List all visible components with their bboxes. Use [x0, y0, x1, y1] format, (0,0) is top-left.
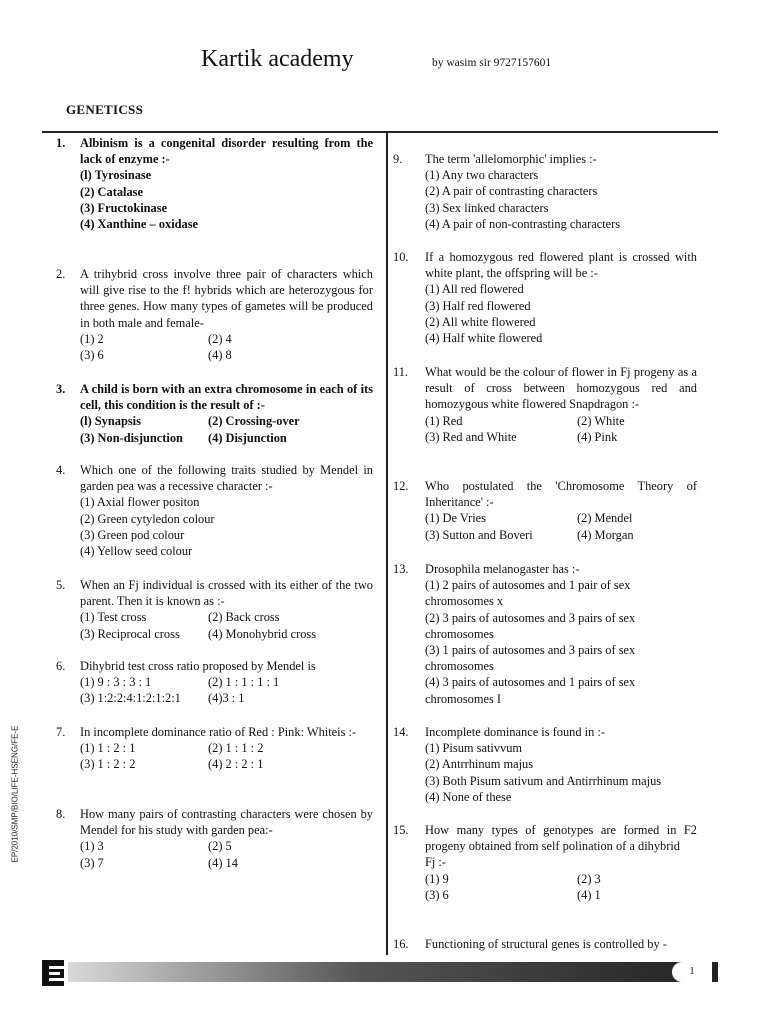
answer-option: (2) Crossing-over	[208, 414, 300, 429]
answer-option: (2) White	[577, 413, 625, 428]
question-body	[80, 658, 373, 707]
question-body	[425, 936, 697, 952]
question-text: How many pairs of contrasting characters were chosen by Mendel for his study with garden pea:-	[80, 807, 373, 838]
option-row	[80, 855, 373, 871]
page-title: Kartik academy	[201, 46, 354, 72]
question-number: 10.	[393, 250, 409, 264]
question-number: 1.	[56, 136, 66, 150]
side-code: EP/2010/SMP/BIO/LIFE-HSENG/FE-E	[10, 725, 20, 863]
question-number: 4.	[56, 463, 66, 477]
question-number: 8.	[56, 807, 66, 821]
author-contact: by wasim sir 9727157601	[432, 57, 552, 69]
question-text: If a homozygous red flowered plant is crossed with white plant, the offspring will be :-	[425, 250, 697, 281]
brand-logo	[42, 960, 64, 986]
question-number: 6.	[56, 659, 66, 673]
answer-option: (2) 3	[577, 871, 601, 886]
answer-option: (1) All red flowered	[425, 282, 524, 297]
answer-option: (4) A pair of non-contrasting characters	[425, 216, 621, 231]
topic-heading: GENETICSS	[66, 102, 144, 117]
answer-option: (2) 1 : 1 : 1 : 1	[208, 675, 280, 690]
option-row	[80, 690, 373, 706]
option-row	[425, 413, 697, 429]
answer-option: (3) 1 pairs of autosomes and 3 pairs of sex chromosomes	[425, 643, 636, 674]
answer-option: (l) Tyrosinase	[80, 168, 152, 183]
page-number: 1	[672, 962, 712, 982]
option-row	[80, 740, 373, 756]
option-row	[425, 429, 697, 445]
footer-bar	[68, 962, 718, 982]
question-text: Incomplete dominance is found in :-	[425, 725, 605, 739]
answer-option: (3) 6	[425, 887, 449, 902]
question-extra: Fj :-	[425, 855, 446, 870]
answer-option: (4) Xanthine – oxidase	[80, 217, 199, 232]
answer-option: (1) 3	[80, 839, 104, 854]
question-text: What would be the colour of flower in Fj progeny as a result of cross between homozygous red and homozygous white flowered Snapdragon :-	[425, 365, 697, 412]
answer-option: (2) Mendel	[577, 511, 633, 526]
answer-option: (4)3 : 1	[208, 691, 245, 706]
question-text: Dihybrid test cross ratio proposed by Mendel is	[80, 659, 316, 673]
question-body	[80, 724, 373, 773]
question-body	[425, 249, 697, 346]
answer-option: (3) Red and White	[425, 429, 517, 444]
answer-option: (3) Sutton and Boveri	[425, 527, 533, 542]
answer-option: (3) Fructokinase	[80, 200, 168, 215]
answer-option: (3) Green pod colour	[80, 527, 185, 542]
question-body	[80, 381, 373, 446]
question-number: 16.	[393, 937, 409, 951]
option-row	[80, 756, 373, 772]
question-body	[425, 822, 697, 903]
question-body	[425, 561, 697, 707]
question-number: 5.	[56, 578, 66, 592]
option-row	[80, 626, 373, 642]
answer-option: (2) 5	[208, 839, 232, 854]
question-body	[425, 724, 697, 805]
question-number: 11.	[393, 365, 409, 379]
answer-option: (2) Back cross	[208, 610, 280, 625]
question-body	[425, 151, 697, 232]
option-row	[80, 838, 373, 854]
answer-option: (4) 14	[208, 855, 238, 870]
question-number: 13.	[393, 562, 409, 576]
question-text: A trihybrid cross involve three pair of characters which will give rise to the f! hybrids which are heterozygous for three genes. How many types of gametes will be produced in both male and female-	[80, 267, 373, 330]
answer-option: (1) Axial flower positon	[80, 495, 200, 510]
answer-option: (2) 4	[208, 331, 232, 346]
question-number: 2.	[56, 267, 66, 281]
question-body	[80, 266, 373, 363]
answer-option: (1) De Vries	[425, 511, 486, 526]
answer-option: (2) Green cytyledon colour	[80, 511, 215, 526]
question-text: Which one of the following traits studied by Mendel in garden pea was a recessive character :-	[80, 463, 373, 494]
question-number: 12.	[393, 479, 409, 493]
answer-option: (4) Pink	[577, 429, 618, 444]
option-row	[425, 871, 697, 887]
question-number: 7.	[56, 725, 66, 739]
option-row	[425, 510, 697, 526]
question-body	[80, 806, 373, 871]
option-row	[80, 430, 373, 446]
answer-option: (3) Reciprocal cross	[80, 626, 180, 641]
column-divider	[386, 133, 388, 955]
question-text: Drosophila melanogaster has :-	[425, 562, 580, 576]
answer-option: (4) Monohybrid cross	[208, 626, 317, 641]
question-number: 14.	[393, 725, 409, 739]
answer-option: (1) Test cross	[80, 610, 147, 625]
answer-option: (2) 1 : 1 : 2	[208, 741, 264, 756]
answer-option: (3) Both Pisum sativum and Antirrhinum majus	[425, 773, 662, 788]
question-body	[425, 478, 697, 543]
answer-option: (1) Pisum sativvum	[425, 741, 523, 756]
question-text: In incomplete dominance ratio of Red : Pink: Whiteis :-	[80, 725, 357, 739]
answer-option: (4) None of these	[425, 789, 512, 804]
option-row	[425, 887, 697, 903]
answer-option: (3) 1:2:2:4:1:2:1:2:1	[80, 691, 181, 706]
option-row	[80, 331, 373, 347]
question-body	[80, 577, 373, 642]
question-number: 3.	[56, 382, 66, 396]
option-row	[80, 674, 373, 690]
answer-option: (1) 9 : 3 : 3 : 1	[80, 675, 152, 690]
question-text: Functioning of structural genes is controlled by -	[425, 937, 667, 951]
question-number: 9.	[393, 152, 403, 166]
answer-option: (1) 2 pairs of autosomes and 1 pair of sex chromosomes x	[425, 578, 631, 609]
answer-option: (4) Yellow seed colour	[80, 544, 193, 559]
answer-option: (3) Half red flowered	[425, 298, 531, 313]
question-body	[80, 462, 373, 559]
answer-option: (1) 2	[80, 331, 104, 346]
answer-option: (2) Antrrhinum majus	[425, 757, 534, 772]
answer-option: (3) Sex linked characters	[425, 200, 549, 215]
answer-option: (2) A pair of contrasting characters	[425, 184, 598, 199]
answer-option: (3) Non-disjunction	[80, 430, 183, 445]
answer-option: (2) 3 pairs of autosomes and 3 pairs of sex chromosomes	[425, 610, 636, 641]
answer-option: (4) 3 pairs of autosomes and 1 pairs of sex chromosomes I	[425, 675, 636, 706]
question-text: The term 'allelomorphic' implies :-	[425, 152, 597, 166]
answer-option: (1) Red	[425, 413, 463, 428]
answer-option: (3) 7	[80, 855, 104, 870]
answer-option: (3) 1 : 2 : 2	[80, 757, 136, 772]
question-text: How many types of genotypes are formed in F2 progeny obtained from self polination of a dihybrid	[425, 823, 697, 854]
question-body	[80, 135, 373, 232]
answer-option: (4) Morgan	[577, 527, 634, 542]
answer-option: (4) 8	[208, 348, 232, 363]
header-divider	[42, 131, 718, 133]
answer-option: (2) All white flowered	[425, 314, 536, 329]
question-number: 15.	[393, 823, 409, 837]
answer-option: (l) Synapsis	[80, 414, 141, 429]
question-text: Albinism is a congenital disorder resulting from the lack of enzyme :-	[80, 136, 373, 167]
question-text: When an Fj individual is crossed with its either of the two parent. Then it is known as :-	[80, 578, 373, 609]
answer-option: (1) 1 : 2 : 1	[80, 741, 136, 756]
answer-option: (3) 6	[80, 348, 104, 363]
answer-option: (4) Half white flowered	[425, 331, 543, 346]
question-body	[425, 364, 697, 445]
answer-option: (4) Disjunction	[208, 430, 287, 445]
option-row	[80, 413, 373, 429]
option-row	[80, 609, 373, 625]
answer-option: (1) 9	[425, 871, 449, 886]
answer-option: (2) Catalase	[80, 184, 143, 199]
option-row	[425, 527, 697, 543]
option-row	[80, 347, 373, 363]
answer-option: (4) 2 : 2 : 1	[208, 757, 264, 772]
answer-option: (4) 1	[577, 887, 601, 902]
question-text: Who postulated the 'Chromosome Theory of Inheritance' :-	[425, 479, 697, 510]
answer-option: (1) Any two characters	[425, 168, 539, 183]
question-text: A child is born with an extra chromosome in each of its cell, this condition is the result of :-	[80, 382, 373, 413]
